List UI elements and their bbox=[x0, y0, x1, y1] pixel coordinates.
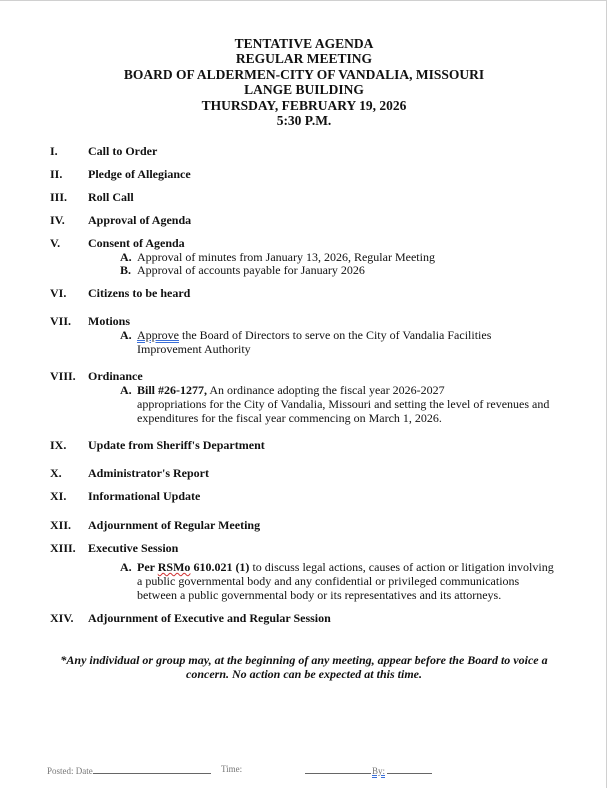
posted-date-label: Posted: Date bbox=[47, 766, 93, 776]
item-adjournment-executive: Adjournment of Executive and Regular Session bbox=[88, 611, 331, 625]
item-number: VIII. bbox=[50, 369, 76, 383]
sub-item-bold: 610.021 (1) bbox=[190, 560, 250, 574]
item-number: IX. bbox=[50, 438, 67, 452]
item-pledge: Pledge of Allegiance bbox=[88, 167, 191, 181]
grammar-flag-word: Approve bbox=[137, 328, 179, 342]
item-number: I. bbox=[50, 144, 58, 158]
sub-letter: A. bbox=[120, 328, 132, 342]
sub-item-text: the Board of Directors to serve on the City of Vandalia Facilities bbox=[179, 328, 492, 342]
sub-item-text: An ordinance adopting the fiscal year 2026-2027 bbox=[207, 383, 445, 397]
sub-item-bold: Per bbox=[137, 560, 158, 574]
item-motions: Motions bbox=[88, 314, 130, 328]
item-approval-agenda: Approval of Agenda bbox=[88, 213, 192, 227]
item-number: VII. bbox=[50, 314, 72, 328]
item-consent-agenda: Consent of Agenda bbox=[88, 236, 185, 250]
sub-letter: A. bbox=[120, 250, 132, 264]
item-call-to-order: Call to Order bbox=[88, 144, 158, 158]
item-citizens: Citizens to be heard bbox=[88, 286, 191, 300]
sub-item-continuation: Improvement Authority bbox=[137, 342, 251, 356]
bill-number: Bill #26-1277, bbox=[137, 383, 208, 397]
sub-item-accounts: Approval of accounts payable for January 2026 bbox=[137, 263, 365, 277]
sub-letter: A. bbox=[120, 560, 132, 574]
item-roll-call: Roll Call bbox=[88, 190, 134, 204]
item-executive-session: Executive Session bbox=[88, 541, 179, 555]
sub-item-minutes: Approval of minutes from January 13, 2026, Regular Meeting bbox=[137, 250, 435, 264]
item-number: IV. bbox=[50, 213, 65, 227]
by-field bbox=[372, 764, 432, 776]
title: TENTATIVE AGENDA bbox=[234, 36, 374, 51]
sub-item-continuation: appropriations for the City of Vandalia, Missouri and setting the level of revenues and bbox=[137, 397, 550, 411]
item-number: X. bbox=[50, 466, 62, 480]
posted-date-field bbox=[47, 764, 211, 776]
item-number: XIV. bbox=[50, 611, 74, 625]
sub-item-bill bbox=[137, 383, 445, 397]
item-sheriff-update: Update from Sheriff's Department bbox=[88, 438, 265, 452]
item-number: V. bbox=[50, 236, 61, 250]
item-adjournment-regular: Adjournment of Regular Meeting bbox=[88, 518, 261, 532]
sub-letter: B. bbox=[120, 263, 132, 277]
public-comment-note: *Any individual or group may, at the beginning of any meeting, appear before the Board to voice a bbox=[60, 653, 548, 667]
spelling-flag-word: RSMo bbox=[157, 560, 191, 574]
sub-item-text: to discuss legal actions, causes of action or litigation involving bbox=[249, 560, 554, 574]
location: LANGE BUILDING bbox=[244, 82, 364, 97]
sub-item-motion bbox=[137, 328, 491, 342]
item-ordinance: Ordinance bbox=[88, 369, 143, 383]
subtitle: REGULAR MEETING bbox=[235, 51, 373, 66]
by-label: By: bbox=[372, 766, 386, 776]
meeting-time: 5:30 P.M. bbox=[276, 113, 332, 128]
item-informational-update: Informational Update bbox=[88, 489, 201, 503]
meeting-date: THURSDAY, FEBRUARY 19, 2026 bbox=[201, 98, 407, 113]
sub-item-continuation: expenditures for the fiscal year commencing on March 1, 2026. bbox=[137, 411, 442, 425]
time-label: Time: bbox=[221, 764, 243, 774]
time-blank bbox=[305, 764, 371, 776]
item-number: XI. bbox=[50, 489, 67, 503]
time-line bbox=[305, 764, 371, 774]
public-comment-note-cont: concern. No action can be expected at this time. bbox=[186, 667, 422, 681]
item-number: XIII. bbox=[50, 541, 76, 555]
board-name: BOARD OF ALDERMEN-CITY OF VANDALIA, MISSOURI bbox=[123, 67, 485, 82]
by-blank bbox=[387, 764, 432, 774]
item-administrator-report: Administrator's Report bbox=[88, 466, 209, 480]
date-blank bbox=[93, 764, 211, 774]
sub-item-rsmo bbox=[137, 560, 554, 574]
sub-item-continuation: a public governmental body and any confidential or privileged communications bbox=[137, 574, 520, 588]
sub-item-continuation: between a public governmental body or its representatives and its attorneys. bbox=[137, 588, 502, 602]
item-number: XII. bbox=[50, 518, 72, 532]
item-number: III. bbox=[50, 190, 68, 204]
sub-letter: A. bbox=[120, 383, 132, 397]
item-number: II. bbox=[50, 167, 63, 181]
item-number: VI. bbox=[50, 286, 67, 300]
